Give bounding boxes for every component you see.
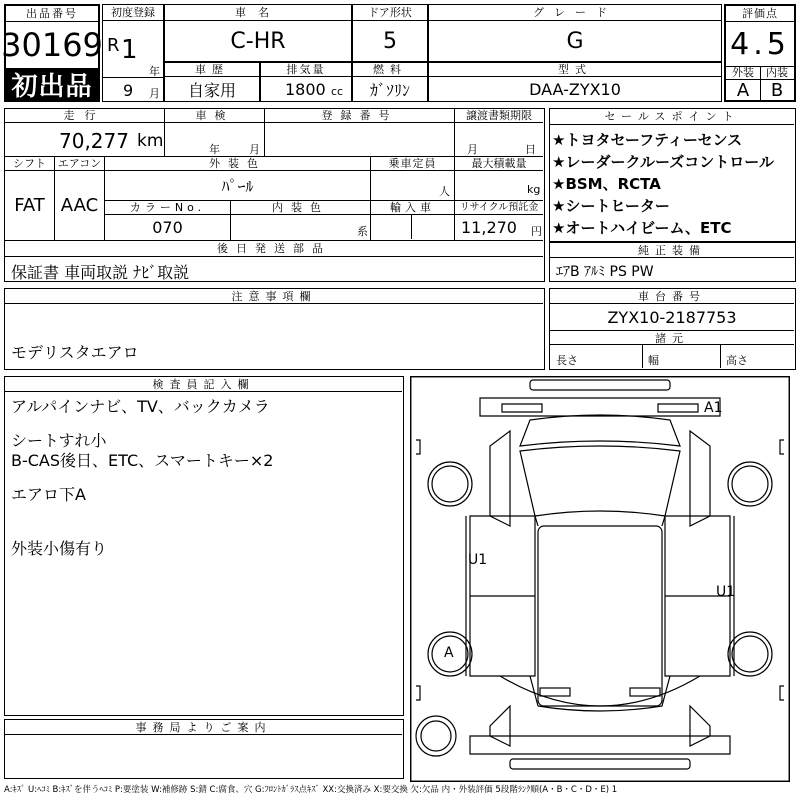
reg-number-label: 登録番号	[265, 109, 454, 123]
selling-point-item: ★レーダークルーズコントロール	[552, 153, 774, 171]
inspector-line: 外装小傷有り	[11, 539, 108, 558]
equipment-label: 純正装備	[550, 243, 794, 258]
transfer-cell	[455, 109, 543, 157]
damage-mark: U1	[716, 584, 736, 600]
history-label: 車歴	[165, 63, 259, 77]
selling-point-item: ★シートヒーター	[552, 197, 670, 215]
first-reg-cell	[102, 4, 164, 102]
load-cell	[455, 157, 543, 201]
inspector-box	[4, 376, 404, 716]
recycle-label: リサイクル預託金	[455, 201, 543, 215]
details-table	[4, 108, 545, 282]
model-code-cell	[428, 62, 722, 102]
era-letter: R	[107, 35, 120, 56]
chassis-box	[549, 288, 796, 370]
load-unit: kg	[527, 183, 541, 196]
aircon-label: エアコン	[55, 157, 104, 171]
lot-number-label: 出品番号	[6, 6, 98, 22]
color-no-cell	[105, 201, 231, 241]
inspection-cell	[165, 109, 265, 157]
selling-points-list	[552, 129, 774, 239]
recycle: 11,270	[461, 218, 517, 237]
inspector-line: シートすれ小	[11, 431, 107, 450]
inspection-month-unit: 月	[249, 143, 260, 156]
grade-label: グレード	[429, 5, 721, 21]
damage-diagram	[410, 376, 790, 782]
mileage: 70,277	[59, 129, 129, 153]
color-no: 070	[152, 217, 183, 237]
displacement: 1800	[285, 80, 326, 99]
score-box	[724, 4, 796, 102]
first-listing-badge: 初出品	[6, 68, 98, 100]
length-label: 長さ	[556, 354, 578, 367]
height-label: 高さ	[726, 354, 748, 367]
note-line: モデリスタエアロ	[11, 343, 139, 362]
capacity-label: 乗車定員	[371, 157, 454, 171]
inspector-label: 検査員記入欄	[5, 377, 402, 392]
selling-points-box	[549, 108, 796, 242]
recycle-cell	[455, 201, 543, 241]
shift: FAT	[14, 194, 45, 216]
reg-number-cell	[265, 109, 455, 157]
transfer-day-unit: 日	[525, 143, 536, 156]
first-reg-label: 初度登録	[103, 5, 163, 21]
exterior-color-cell	[105, 157, 371, 201]
score: 4.5	[730, 26, 790, 62]
transfer-label: 譲渡書類期限	[455, 109, 543, 123]
interior-label: 内装	[760, 66, 794, 80]
note-line: アルパインナビ、TV、バックカメラ	[11, 397, 270, 416]
import-cell	[371, 201, 455, 241]
fuel: ｶﾞｿﾘﾝ	[369, 80, 410, 100]
selling-points-label: セールスポイント	[550, 109, 794, 125]
score-label: 評価点	[726, 6, 794, 22]
mileage-cell	[5, 109, 165, 157]
import-label: 輸入車	[371, 201, 454, 215]
door-label: ドア形状	[353, 5, 427, 21]
capacity-unit: 人	[439, 185, 450, 198]
notes-label: 注意事項欄	[5, 289, 543, 304]
car-name-cell	[164, 4, 352, 62]
chassis-number: ZYX10-2187753	[607, 307, 737, 327]
width-label: 幅	[648, 354, 659, 367]
door-cell	[352, 4, 428, 62]
recycle-unit: 円	[531, 225, 542, 238]
inspection-label: 車検	[165, 109, 264, 123]
selling-point-item: ★オートハイビーム、ETC	[552, 219, 732, 237]
inspection-year-unit: 年	[209, 143, 220, 156]
transfer-month-unit: 月	[467, 143, 478, 156]
aircon: AAC	[60, 194, 99, 216]
lot-number: 30169	[1, 26, 103, 64]
model-code-label: 型式	[429, 63, 721, 77]
selling-point-item: ★BSM、RCTA	[552, 175, 661, 193]
exterior-color-label: 外装色	[105, 157, 370, 171]
selling-point-item: ★トヨタセーフティーセンス	[552, 131, 743, 149]
model-code: DAA-ZYX10	[529, 79, 621, 99]
lot-number-box	[1, 4, 103, 102]
fuel-cell	[352, 62, 428, 102]
note-line: B-CAS後日、ETC、スマートキー×2	[11, 451, 274, 470]
capacity-cell	[371, 157, 455, 201]
interior-grade: B	[770, 79, 784, 101]
equipment: ｴｱB ｱﾙﾐ PS PW	[556, 264, 654, 280]
interior-color-label: 内装色	[231, 201, 370, 215]
exterior-label: 外装	[726, 66, 760, 80]
car-name: C-HR	[230, 28, 286, 54]
color-no-label: カラーNo.	[105, 201, 230, 215]
doors: 5	[383, 28, 397, 54]
month-unit: 月	[149, 87, 160, 100]
aircon-cell	[55, 157, 105, 241]
damage-mark: U1	[468, 552, 488, 568]
interior-color-unit: 系	[357, 225, 368, 238]
inspector-lines	[11, 396, 107, 594]
history: 自家用	[187, 80, 236, 100]
first-reg-year: 1	[121, 35, 138, 65]
displacement-unit: cc	[331, 85, 344, 98]
exterior-grade: A	[736, 79, 750, 101]
displacement-label: 排気量	[261, 63, 351, 77]
office-label: 事務局よりご案内	[5, 720, 402, 735]
later-parts: 保証書 車両取説 ﾅﾋﾞ取説	[11, 263, 190, 282]
mileage-unit: km	[137, 131, 164, 151]
shift-label: シフト	[5, 157, 54, 171]
damage-mark: A	[444, 645, 454, 661]
year-unit: 年	[149, 65, 160, 78]
history-cell	[164, 62, 260, 102]
inspector-line: エアロ下A	[11, 485, 86, 504]
exterior-color: ﾊﾟｰﾙ	[221, 176, 254, 196]
load-label: 最大積載量	[455, 157, 543, 171]
fuel-label: 燃料	[353, 63, 427, 77]
first-reg-month: 9	[123, 81, 134, 100]
mileage-label: 走行	[5, 109, 164, 123]
equipment-box	[549, 242, 796, 282]
grade: G	[566, 28, 584, 54]
chassis-label: 車台番号	[550, 289, 794, 304]
car-name-label: 車名	[165, 5, 351, 21]
car-outline-svg	[410, 376, 790, 782]
grade-cell	[428, 4, 722, 62]
shift-cell	[5, 157, 55, 241]
legend: A:ｷｽﾞ U:ﾍｺﾐ B:ｷｽﾞを伴うﾍｺﾐ P:要塗装 W:補修跡 S:錆 C:腐食、穴 G:ﾌﾛﾝﾄｶﾞﾗｽ点ｷｽﾞ XX:交換済み X:要交換 欠:欠品 内・外装評価 5段階ﾗﾝｸ順(A・B・C・D・E) 1	[4, 785, 618, 795]
later-parts-label: 後日発送部品	[5, 241, 543, 257]
damage-mark: A1	[704, 400, 723, 416]
dims-label: 諸元	[550, 330, 794, 345]
office-box	[4, 719, 404, 779]
interior-color-cell	[231, 201, 371, 241]
displacement-cell	[260, 62, 352, 102]
